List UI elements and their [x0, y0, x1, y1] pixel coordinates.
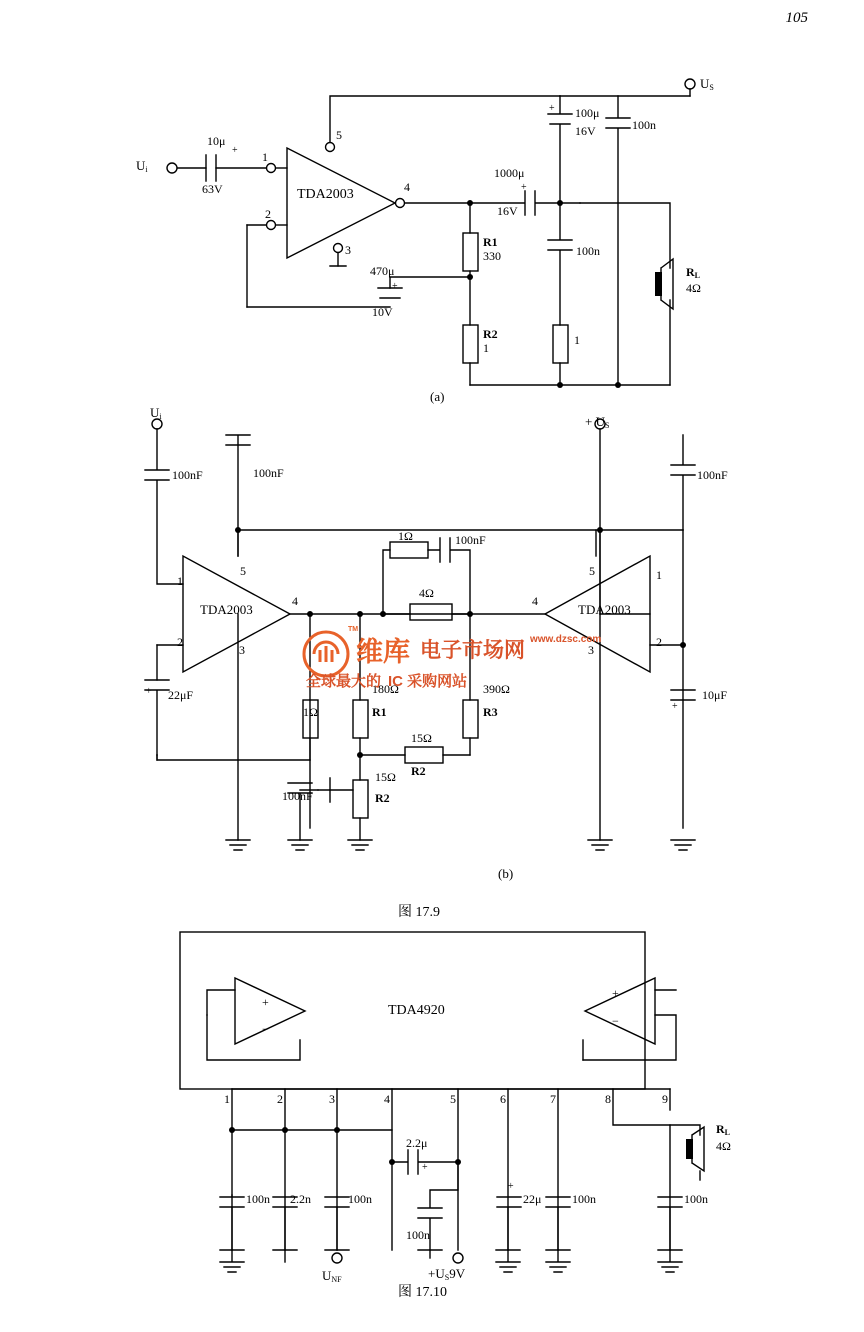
label-speaker-a: $R_L$	[686, 265, 701, 280]
label-bridge-1ohm: 1Ω	[398, 529, 413, 543]
label-bridge-100nF: 100nF	[455, 533, 486, 547]
label-r2-right: R2	[411, 764, 426, 778]
pin-8-c: 8	[605, 1092, 611, 1106]
pin-7-c: 7	[550, 1092, 556, 1106]
caption-fig-17-9: 图 17.9	[398, 905, 440, 920]
label-c-pin5-100n: 100n	[406, 1228, 430, 1242]
pin-2-c: 2	[277, 1092, 283, 1106]
label-r1-a-value: 330	[483, 249, 501, 263]
label-r3-b-value: 390Ω	[483, 682, 510, 696]
pin-5-c: 5	[450, 1092, 456, 1106]
pin-4-a: 4	[404, 180, 410, 194]
pin-4-right-b: 4	[532, 594, 538, 608]
label-speaker-c: $R_L$	[716, 1122, 731, 1137]
pin-3-a: 3	[345, 243, 351, 257]
pin-1-left-b: 1	[177, 574, 183, 588]
label-c-pin2-2u2: 2.2n	[290, 1192, 311, 1206]
label-speaker-c-value: 4Ω	[716, 1139, 731, 1153]
label-plus-cin: +	[232, 145, 238, 156]
pin-1-a: 1	[262, 150, 268, 164]
label-c100u: 100μ	[575, 106, 600, 120]
pin-6-c: 6	[500, 1092, 506, 1106]
pin-4-left-b: 4	[292, 594, 298, 608]
watermark-text-3: 全球最大的	[306, 673, 382, 690]
label-c10uF: 10μF	[702, 688, 728, 702]
opamp-right-plus: +	[612, 986, 619, 1000]
caption-b: (b)	[498, 866, 514, 881]
label-ic-right-b: TDA2003	[578, 602, 631, 617]
label-speaker-a-value: 4Ω	[686, 281, 701, 295]
watermark-text-4: IC 采购网站	[388, 673, 468, 690]
label-r3-b: R3	[483, 705, 498, 719]
label-plus-2u2: +	[422, 1162, 428, 1173]
pin-3-c: 3	[329, 1092, 335, 1106]
label-c1000u-v: 16V	[497, 204, 518, 218]
label-plus-22u: +	[508, 1181, 514, 1192]
label-r2-a: R2	[483, 327, 498, 341]
label-r2-left: R2	[375, 791, 390, 805]
label-supply-c: $+U_S9V$	[428, 1266, 466, 1282]
watermark-domain: www.dzsc.com	[530, 634, 602, 645]
page-number: 105	[785, 10, 808, 26]
label-c1000u: 1000μ	[494, 166, 525, 180]
label-cin-b: 100nF	[172, 468, 203, 482]
label-plus-470u: +	[392, 281, 398, 292]
label-c-pin1-100n: 100n	[246, 1192, 270, 1206]
label-c470u: 470μ	[370, 264, 395, 278]
opamp-left-minus: −	[262, 1022, 269, 1036]
label-c100u-v: 16V	[575, 124, 596, 138]
label-r2-right-value: 15Ω	[411, 731, 432, 745]
label-r1-a: R1	[483, 235, 498, 249]
label-c-input-voltage: 63V	[202, 182, 223, 196]
watermark-text-1: 维库	[356, 637, 410, 667]
label-cright-b: 100nF	[697, 468, 728, 482]
pin-2-left-b: 2	[177, 635, 183, 649]
label-c-pin6-22u: 22μ	[523, 1192, 542, 1206]
label-c-series-2u2: 2.2μ	[406, 1136, 428, 1150]
label-c470u-v: 10V	[372, 305, 393, 319]
label-c-bottom-100nF: 100nF	[282, 789, 313, 803]
watermark-tm: TM	[348, 626, 359, 633]
label-c-input-value: 10μ	[207, 134, 226, 148]
label-c22uF: 22μF	[168, 688, 194, 702]
pin-1-right-b: 1	[656, 568, 662, 582]
watermark-text-2: 电子市场网	[420, 639, 525, 662]
label-load-4ohm: 4Ω	[419, 586, 434, 600]
label-plus-100u: +	[549, 103, 555, 114]
label-r2-a-value: 1	[483, 341, 489, 355]
label-input-a: $U_i$	[136, 158, 148, 174]
label-r1-b-value: 180Ω	[372, 682, 399, 696]
opamp-left-plus: +	[262, 995, 269, 1009]
caption-a: (a)	[430, 389, 445, 404]
pin-1-c: 1	[224, 1092, 230, 1106]
label-r-1ohm-b: 1Ω	[303, 705, 318, 719]
label-input-b: $U_i$	[150, 405, 162, 421]
label-supply-a: $U_S$	[700, 76, 714, 92]
label-c100n-mid: 100n	[576, 244, 600, 258]
opamp-right-minus: −	[612, 1014, 619, 1028]
label-plus-22uF: +	[146, 686, 152, 697]
label-ic-left-b: TDA2003	[200, 602, 253, 617]
pin-5-left-b: 5	[240, 564, 246, 578]
label-c100n-a: 100n	[632, 118, 656, 132]
label-plus-10uF: +	[672, 701, 678, 712]
label-r-1ohm-a: 1	[574, 333, 580, 347]
label-c-pin3-100n: 100n	[348, 1192, 372, 1206]
pin-3-right-b: 3	[588, 643, 594, 657]
pin-5-a: 5	[336, 128, 342, 142]
pin-2-a: 2	[265, 207, 271, 221]
pin-2-right-b: 2	[656, 635, 662, 649]
pin-3-left-b: 3	[239, 643, 245, 657]
label-c-pin7-100n: 100n	[572, 1192, 596, 1206]
label-ic-c: TDA4920	[388, 1003, 445, 1018]
pin-5-right-b: 5	[589, 564, 595, 578]
label-supply-b: + $U_S$	[585, 414, 610, 430]
pin-4-c: 4	[384, 1092, 390, 1106]
caption-fig-17-10: 图 17.10	[398, 1285, 447, 1300]
label-ic-a: TDA2003	[297, 187, 354, 202]
label-unf: $U_{NF}$	[322, 1268, 342, 1284]
label-plus-1000u: +	[521, 182, 527, 193]
label-c-pin9-100n: 100n	[684, 1192, 708, 1206]
label-r1-b: R1	[372, 705, 387, 719]
label-ctop-b: 100nF	[253, 466, 284, 480]
pin-9-c: 9	[662, 1092, 668, 1106]
label-r2-left-value: 15Ω	[375, 770, 396, 784]
